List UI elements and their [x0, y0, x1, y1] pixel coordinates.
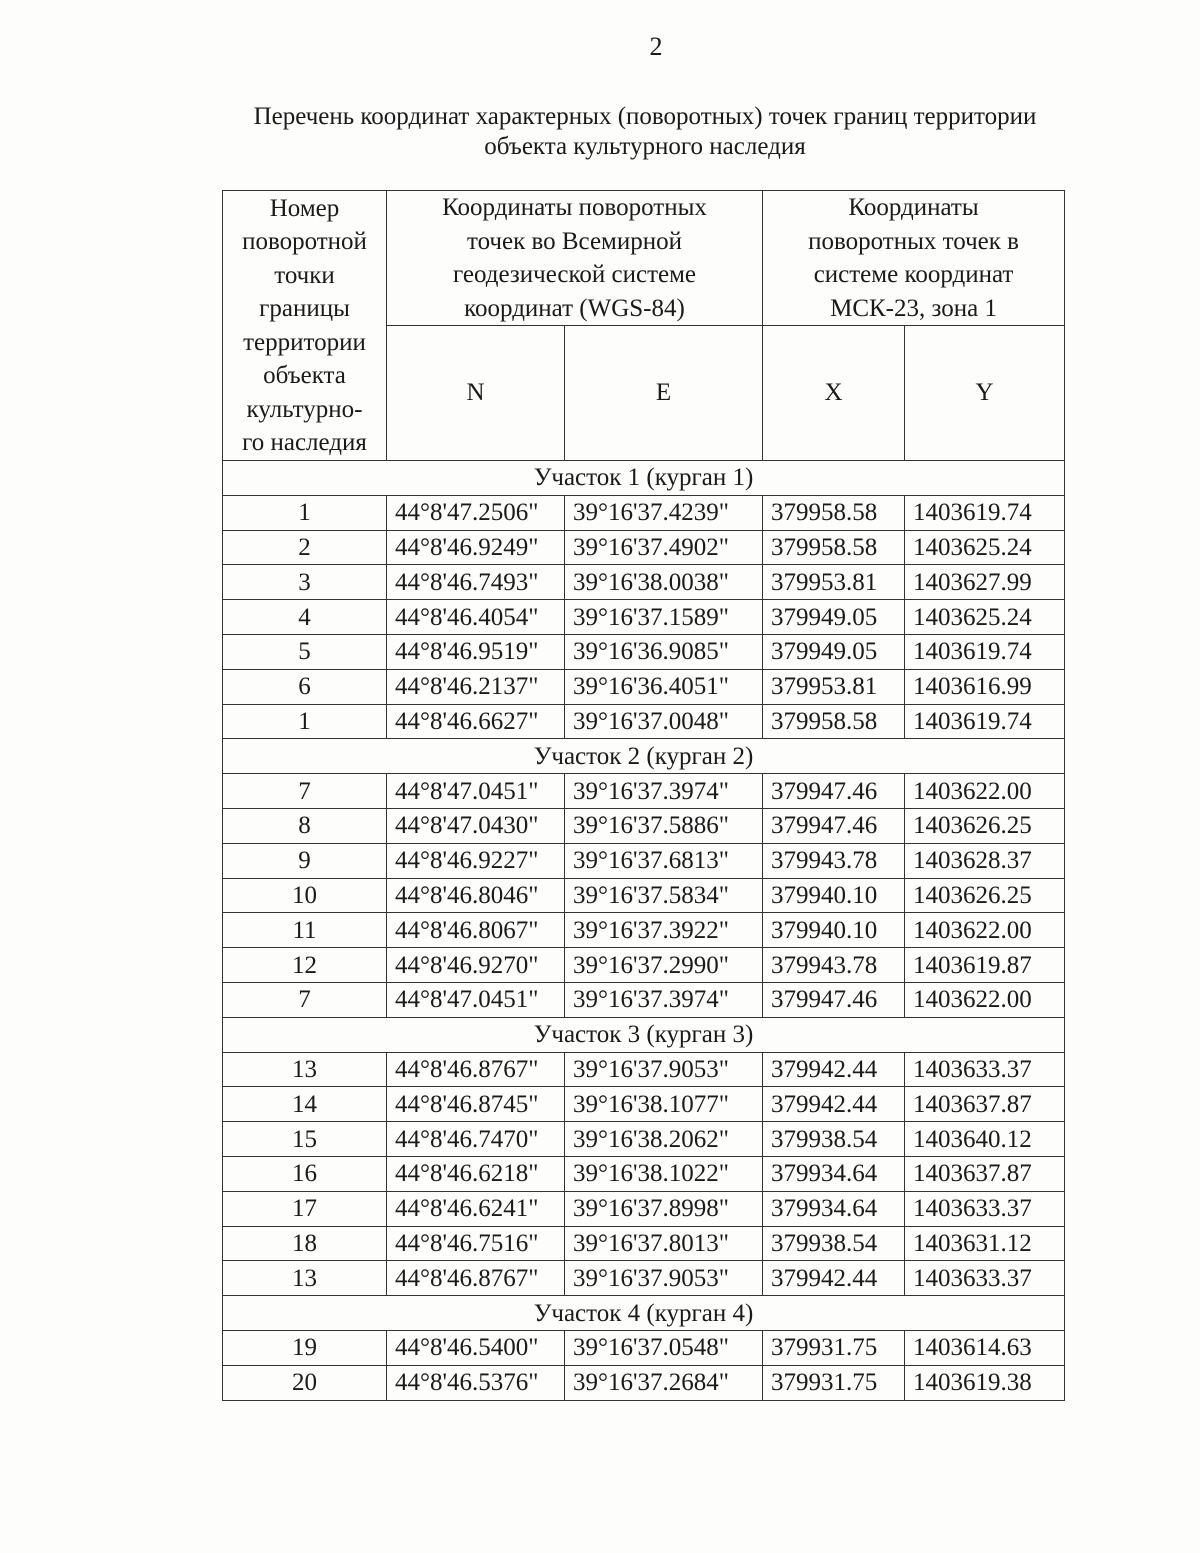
wgs-e-cell: 39°16'37.5834" — [565, 878, 763, 913]
msk-x-cell: 379942.44 — [763, 1052, 905, 1087]
point-number-cell: 13 — [223, 1052, 387, 1087]
table-row — [223, 774, 1065, 809]
msk-y-cell: 1403622.00 — [905, 774, 1065, 809]
msk-x-cell: 379958.58 — [763, 704, 905, 739]
msk-x-cell: 379958.58 — [763, 530, 905, 565]
table-row — [223, 948, 1065, 983]
point-number-cell: 2 — [223, 530, 387, 565]
section-row — [223, 1017, 1065, 1052]
point-number-cell: 20 — [223, 1365, 387, 1400]
point-number-cell: 16 — [223, 1156, 387, 1191]
wgs-e-cell: 39°16'37.1589" — [565, 600, 763, 635]
title-line-1: Перечень координат характерных (поворотных) точек границ территории — [253, 103, 1037, 130]
wgs-e-cell: 39°16'37.9053" — [565, 1261, 763, 1296]
msk-y-cell: 1403616.99 — [905, 669, 1065, 704]
table-row — [223, 808, 1065, 843]
wgs-e-cell: 39°16'37.2684" — [565, 1365, 763, 1400]
msk-y-cell: 1403633.37 — [905, 1261, 1065, 1296]
msk-y-cell: 1403640.12 — [905, 1122, 1065, 1157]
msk-x-cell: 379943.78 — [763, 948, 905, 983]
point-number-cell: 6 — [223, 669, 387, 704]
coordinates-table — [222, 190, 1065, 1401]
wgs-n-cell: 44°8'47.2506" — [387, 495, 565, 530]
msk-y-cell: 1403626.25 — [905, 878, 1065, 913]
wgs-e-cell: 39°16'37.4239" — [565, 495, 763, 530]
table-row — [223, 1365, 1065, 1400]
msk-y-cell: 1403633.37 — [905, 1191, 1065, 1226]
wgs-e-cell: 39°16'38.0038" — [565, 565, 763, 600]
table-row — [223, 1261, 1065, 1296]
msk-x-cell: 379949.05 — [763, 600, 905, 635]
table-row — [223, 878, 1065, 913]
msk-x-cell: 379938.54 — [763, 1226, 905, 1261]
table-row — [223, 669, 1065, 704]
table-row — [223, 1226, 1065, 1261]
header-point-number: Номер поворотной точки границы территории объекта культурно- го наследия — [223, 191, 387, 461]
point-number-cell: 15 — [223, 1122, 387, 1157]
header-y: Y — [905, 326, 1065, 461]
msk-y-cell: 1403622.00 — [905, 982, 1065, 1017]
msk-x-cell: 379938.54 — [763, 1122, 905, 1157]
msk-x-cell: 379931.75 — [763, 1365, 905, 1400]
section-row — [223, 461, 1065, 496]
msk-y-cell: 1403614.63 — [905, 1330, 1065, 1365]
msk-x-cell: 379953.81 — [763, 565, 905, 600]
msk-y-cell: 1403619.87 — [905, 948, 1065, 983]
header-e: E — [565, 326, 763, 461]
wgs-e-cell: 39°16'37.5886" — [565, 808, 763, 843]
point-number-cell: 11 — [223, 913, 387, 948]
section-label: Участок 1 (курган 1) — [223, 461, 1065, 496]
wgs-n-cell: 44°8'46.6241" — [387, 1191, 565, 1226]
wgs-n-cell: 44°8'46.9249" — [387, 530, 565, 565]
point-number-cell: 10 — [223, 878, 387, 913]
msk-y-cell: 1403637.87 — [905, 1156, 1065, 1191]
wgs-e-cell: 39°16'36.4051" — [565, 669, 763, 704]
point-number-cell: 18 — [223, 1226, 387, 1261]
msk-x-cell: 379958.58 — [763, 495, 905, 530]
wgs-n-cell: 44°8'46.4054" — [387, 600, 565, 635]
wgs-n-cell: 44°8'46.5376" — [387, 1365, 565, 1400]
point-number-cell: 3 — [223, 565, 387, 600]
wgs-n-cell: 44°8'46.9270" — [387, 948, 565, 983]
wgs-n-cell: 44°8'46.7470" — [387, 1122, 565, 1157]
wgs-e-cell: 39°16'38.1077" — [565, 1087, 763, 1122]
wgs-e-cell: 39°16'37.6813" — [565, 843, 763, 878]
wgs-n-cell: 44°8'46.5400" — [387, 1330, 565, 1365]
wgs-n-cell: 44°8'46.8767" — [387, 1052, 565, 1087]
table-row — [223, 634, 1065, 669]
wgs-n-cell: 44°8'46.8745" — [387, 1087, 565, 1122]
table-row — [223, 1087, 1065, 1122]
wgs-n-cell: 44°8'46.7493" — [387, 565, 565, 600]
msk-y-cell: 1403631.12 — [905, 1226, 1065, 1261]
point-number-cell: 17 — [223, 1191, 387, 1226]
wgs-n-cell: 44°8'47.0451" — [387, 982, 565, 1017]
wgs-n-cell: 44°8'46.6218" — [387, 1156, 565, 1191]
point-number-cell: 4 — [223, 600, 387, 635]
table-row — [223, 843, 1065, 878]
msk-x-cell: 379940.10 — [763, 878, 905, 913]
point-number-cell: 13 — [223, 1261, 387, 1296]
msk-y-cell: 1403622.00 — [905, 913, 1065, 948]
msk-y-cell: 1403627.99 — [905, 565, 1065, 600]
wgs-e-cell: 39°16'37.2990" — [565, 948, 763, 983]
table-row — [223, 1156, 1065, 1191]
point-number-cell: 7 — [223, 982, 387, 1017]
msk-y-cell: 1403628.37 — [905, 843, 1065, 878]
wgs-e-cell: 39°16'38.1022" — [565, 1156, 763, 1191]
msk-x-cell: 379943.78 — [763, 843, 905, 878]
wgs-e-cell: 39°16'37.3922" — [565, 913, 763, 948]
table-row — [223, 982, 1065, 1017]
wgs-e-cell: 39°16'37.8998" — [565, 1191, 763, 1226]
msk-x-cell: 379947.46 — [763, 982, 905, 1017]
wgs-n-cell: 44°8'47.0451" — [387, 774, 565, 809]
table-row — [223, 913, 1065, 948]
point-number-cell: 12 — [223, 948, 387, 983]
table-row — [223, 600, 1065, 635]
point-number-cell: 5 — [223, 634, 387, 669]
wgs-n-cell: 44°8'46.8767" — [387, 1261, 565, 1296]
document-title — [200, 102, 1090, 162]
msk-y-cell: 1403619.74 — [905, 634, 1065, 669]
title-line-2: объекта культурного наследия — [484, 133, 806, 160]
msk-y-cell: 1403625.24 — [905, 530, 1065, 565]
point-number-cell: 9 — [223, 843, 387, 878]
wgs-e-cell: 39°16'37.0548" — [565, 1330, 763, 1365]
msk-x-cell: 379953.81 — [763, 669, 905, 704]
wgs-e-cell: 39°16'37.0048" — [565, 704, 763, 739]
table-row — [223, 1052, 1065, 1087]
msk-x-cell: 379942.44 — [763, 1261, 905, 1296]
msk-y-cell: 1403637.87 — [905, 1087, 1065, 1122]
table-row — [223, 1330, 1065, 1365]
wgs-n-cell: 44°8'47.0430" — [387, 808, 565, 843]
msk-x-cell: 379934.64 — [763, 1156, 905, 1191]
msk-y-cell: 1403625.24 — [905, 600, 1065, 635]
section-label: Участок 4 (курган 4) — [223, 1296, 1065, 1331]
point-number-cell: 7 — [223, 774, 387, 809]
header-wgs84: Координаты поворотных точек во Всемирной геодезической системе координат (WGS-84) — [387, 191, 763, 326]
msk-x-cell: 379934.64 — [763, 1191, 905, 1226]
wgs-e-cell: 39°16'37.3974" — [565, 774, 763, 809]
header-n: N — [387, 326, 565, 461]
section-label: Участок 2 (курган 2) — [223, 739, 1065, 774]
msk-x-cell: 379940.10 — [763, 913, 905, 948]
table-row — [223, 495, 1065, 530]
wgs-n-cell: 44°8'46.9519" — [387, 634, 565, 669]
table-row — [223, 1122, 1065, 1157]
table-row — [223, 704, 1065, 739]
msk-y-cell: 1403626.25 — [905, 808, 1065, 843]
section-row — [223, 1296, 1065, 1331]
wgs-e-cell: 39°16'37.8013" — [565, 1226, 763, 1261]
section-row — [223, 739, 1065, 774]
wgs-n-cell: 44°8'46.7516" — [387, 1226, 565, 1261]
point-number-cell: 1 — [223, 495, 387, 530]
msk-y-cell: 1403619.74 — [905, 704, 1065, 739]
wgs-n-cell: 44°8'46.6627" — [387, 704, 565, 739]
point-number-cell: 1 — [223, 704, 387, 739]
coordinates-body — [223, 461, 1065, 1401]
header-x: X — [763, 326, 905, 461]
wgs-e-cell: 39°16'38.2062" — [565, 1122, 763, 1157]
wgs-n-cell: 44°8'46.8046" — [387, 878, 565, 913]
point-number-cell: 8 — [223, 808, 387, 843]
msk-y-cell: 1403619.38 — [905, 1365, 1065, 1400]
table-row — [223, 530, 1065, 565]
point-number-cell: 14 — [223, 1087, 387, 1122]
point-number-cell: 19 — [223, 1330, 387, 1365]
wgs-n-cell: 44°8'46.8067" — [387, 913, 565, 948]
header-msk23: Координаты поворотных точек в системе координат МСК-23, зона 1 — [763, 191, 1065, 326]
wgs-n-cell: 44°8'46.9227" — [387, 843, 565, 878]
table-row — [223, 565, 1065, 600]
table-row — [223, 1191, 1065, 1226]
msk-y-cell: 1403633.37 — [905, 1052, 1065, 1087]
msk-x-cell: 379947.46 — [763, 808, 905, 843]
msk-x-cell: 379947.46 — [763, 774, 905, 809]
wgs-e-cell: 39°16'37.3974" — [565, 982, 763, 1017]
wgs-e-cell: 39°16'37.9053" — [565, 1052, 763, 1087]
wgs-e-cell: 39°16'37.4902" — [565, 530, 763, 565]
msk-y-cell: 1403619.74 — [905, 495, 1065, 530]
wgs-e-cell: 39°16'36.9085" — [565, 634, 763, 669]
msk-x-cell: 379931.75 — [763, 1330, 905, 1365]
page-number: 2 — [649, 32, 663, 61]
section-label: Участок 3 (курган 3) — [223, 1017, 1065, 1052]
msk-x-cell: 379949.05 — [763, 634, 905, 669]
msk-x-cell: 379942.44 — [763, 1087, 905, 1122]
wgs-n-cell: 44°8'46.2137" — [387, 669, 565, 704]
